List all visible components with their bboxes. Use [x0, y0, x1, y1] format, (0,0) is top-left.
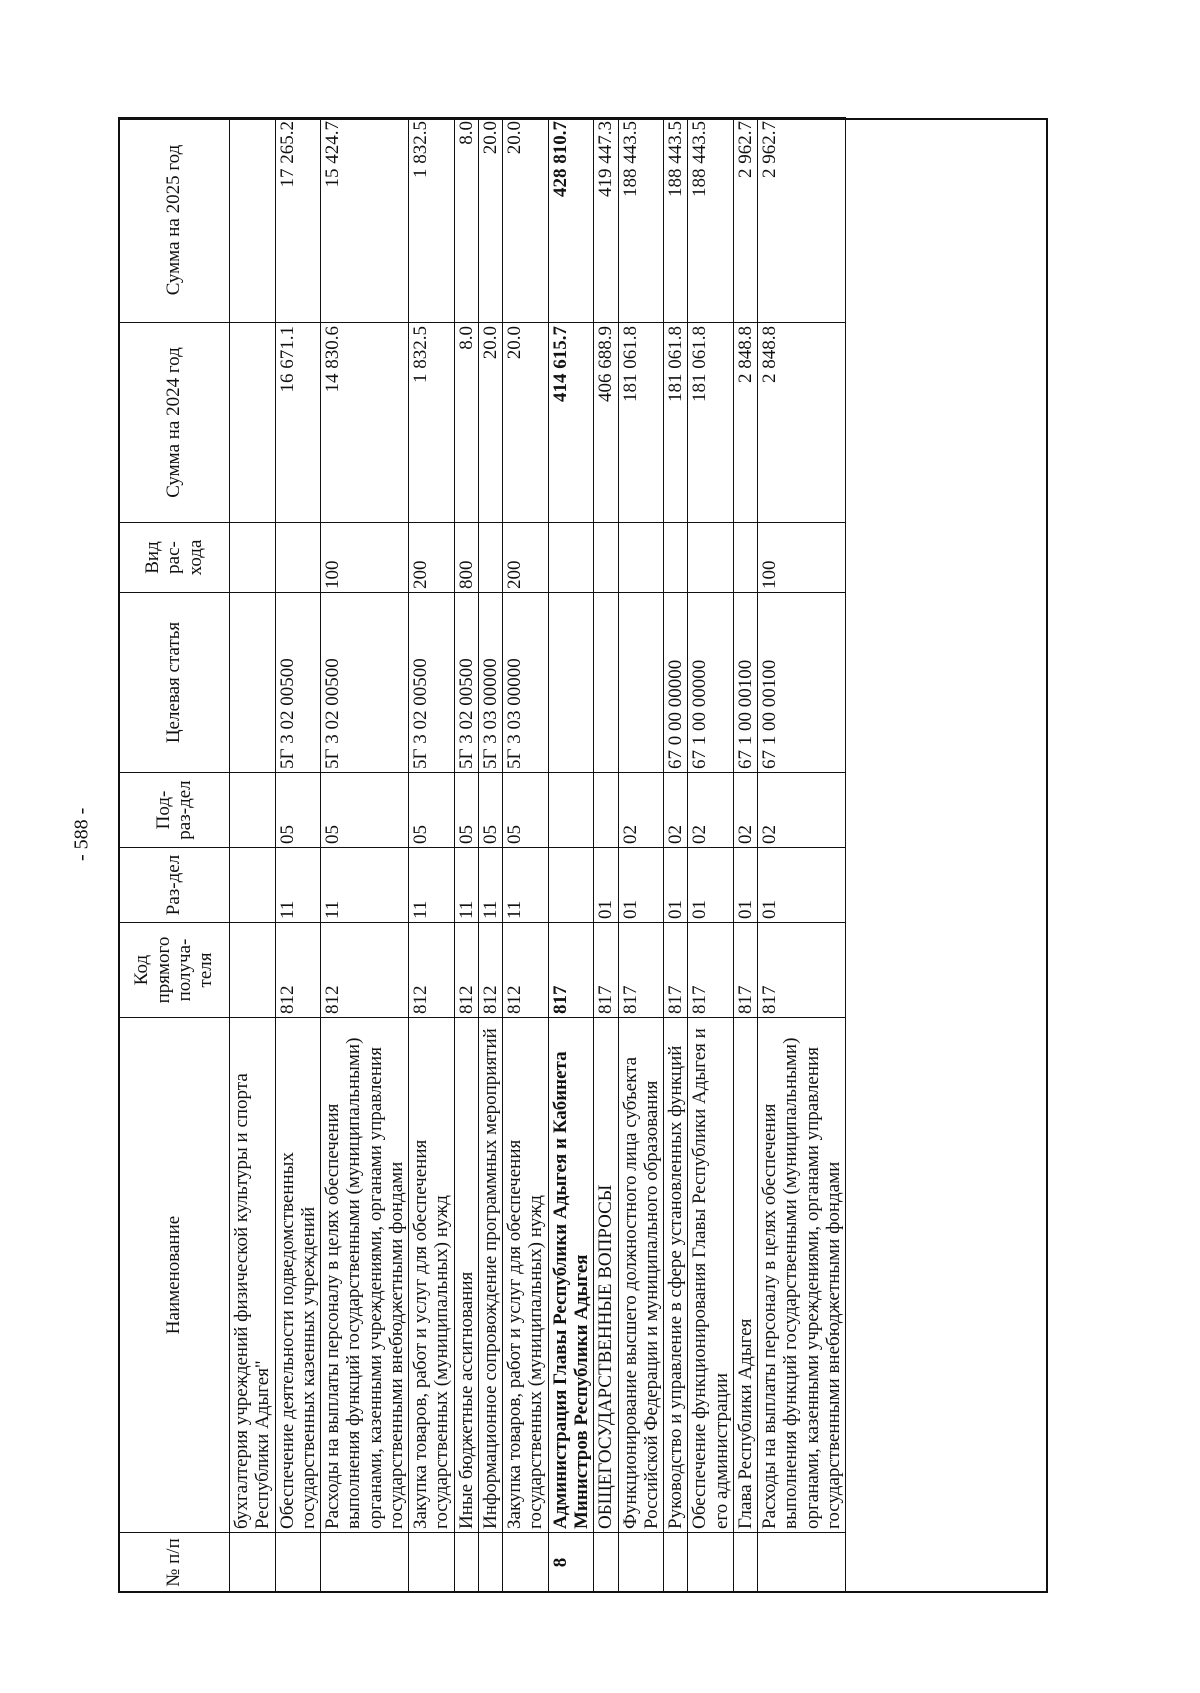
- header-sum2025: Сумма на 2025 год: [119, 118, 230, 323]
- cell-article: 67 0 00 00000: [664, 593, 688, 773]
- cell-sum2025: 188 443.5: [618, 118, 664, 323]
- cell-num: [230, 1533, 276, 1593]
- cell-subsection: 05: [478, 773, 502, 848]
- cell-code: 812: [503, 923, 549, 1018]
- cell-code: 817: [548, 923, 594, 1018]
- table-row: [758, 118, 846, 1593]
- cell-section: 11: [478, 848, 502, 923]
- header-subsection: Под-раз-дел: [119, 773, 230, 848]
- cell-name: Обеспечение функционирования Главы Республики Адыгея и его администрации: [688, 1018, 734, 1533]
- table-row: [664, 118, 688, 1593]
- cell-num: [478, 1533, 502, 1593]
- cell-section: 01: [758, 848, 846, 923]
- cell-num: [503, 1533, 549, 1593]
- cell-section: 11: [454, 848, 478, 923]
- header-article: Целевая статья: [119, 593, 230, 773]
- cell-section: 01: [594, 848, 618, 923]
- table-row: [454, 118, 478, 1593]
- cell-article: [618, 593, 664, 773]
- table-row: [618, 118, 664, 1593]
- cell-name: Обеспечение деятельности подведомственных государственных казенных учреждений: [275, 1018, 321, 1533]
- cell-expense: 100: [758, 523, 846, 593]
- cell-subsection: 05: [275, 773, 321, 848]
- table-row: [548, 118, 594, 1593]
- cell-sum2024: [230, 323, 276, 523]
- cell-subsection: 02: [664, 773, 688, 848]
- cell-name: Расходы на выплаты персоналу в целях обеспечения выполнения функций государственными (муниципальными) органами, казенными учреждениями, органами управления государственными внебюджетными фондами: [321, 1018, 409, 1533]
- cell-num: [664, 1533, 688, 1593]
- cell-num: [409, 1533, 455, 1593]
- cell-subsection: 05: [409, 773, 455, 848]
- cell-code: 812: [275, 923, 321, 1018]
- cell-article: 67 1 00 00000: [688, 593, 734, 773]
- cell-expense: [548, 523, 594, 593]
- cell-name: ОБЩЕГОСУДАРСТВЕННЫЕ ВОПРОСЫ: [594, 1018, 618, 1533]
- cell-sum2024: 20.0: [503, 323, 549, 523]
- cell-expense: 800: [454, 523, 478, 593]
- budget-table-rotated: [118, 118, 1048, 1593]
- cell-section: 11: [409, 848, 455, 923]
- table-row: [688, 118, 734, 1593]
- table-row: [275, 118, 321, 1593]
- cell-expense: 200: [409, 523, 455, 593]
- header-row: [119, 118, 230, 1593]
- cell-subsection: 05: [454, 773, 478, 848]
- cell-section: 01: [688, 848, 734, 923]
- cell-code: 812: [454, 923, 478, 1018]
- cell-sum2024: 1 832.5: [409, 323, 455, 523]
- cell-expense: [594, 523, 618, 593]
- cell-sum2025: 188 443.5: [664, 118, 688, 323]
- cell-expense: 100: [321, 523, 409, 593]
- page-number: - 588 -: [70, 807, 93, 861]
- cell-subsection: 02: [618, 773, 664, 848]
- cell-section: 01: [664, 848, 688, 923]
- cell-expense: [230, 523, 276, 593]
- cell-sum2025: 2 962.7: [758, 118, 846, 323]
- cell-sum2024: 406 688.9: [594, 323, 618, 523]
- cell-subsection: [548, 773, 594, 848]
- cell-num: [594, 1533, 618, 1593]
- cell-section: 11: [321, 848, 409, 923]
- cell-article: 67 1 00 00100: [733, 593, 757, 773]
- cell-subsection: 05: [321, 773, 409, 848]
- cell-article: 5Г 3 03 00000: [478, 593, 502, 773]
- cell-code: 817: [733, 923, 757, 1018]
- cell-name: Иные бюджетные ассигнования: [454, 1018, 478, 1533]
- cell-code: 817: [664, 923, 688, 1018]
- cell-expense: 200: [503, 523, 549, 593]
- cell-sum2025: 17 265.2: [275, 118, 321, 323]
- cell-sum2024: 14 830.6: [321, 323, 409, 523]
- cell-expense: [618, 523, 664, 593]
- cell-num: [454, 1533, 478, 1593]
- cell-sum2025: 8.0: [454, 118, 478, 323]
- cell-name: Администрация Главы Республики Адыгея и Кабинета Министров Республики Адыгея: [548, 1018, 594, 1533]
- cell-sum2024: 8.0: [454, 323, 478, 523]
- cell-sum2025: 428 810.7: [548, 118, 594, 323]
- cell-expense: [275, 523, 321, 593]
- cell-num: [275, 1533, 321, 1593]
- header-num: № п/п: [119, 1533, 230, 1593]
- cell-num: [733, 1533, 757, 1593]
- cell-article: 5Г 3 02 00500: [321, 593, 409, 773]
- cell-sum2025: 1 832.5: [409, 118, 455, 323]
- cell-sum2025: 2 962.7: [733, 118, 757, 323]
- table-row: [230, 118, 276, 1593]
- cell-expense: [733, 523, 757, 593]
- cell-article: 5Г 3 03 00000: [503, 593, 549, 773]
- cell-sum2024: 181 061.8: [664, 323, 688, 523]
- cell-subsection: [594, 773, 618, 848]
- cell-num: [758, 1533, 846, 1593]
- cell-article: 5Г 3 02 00500: [409, 593, 455, 773]
- cell-section: 11: [275, 848, 321, 923]
- cell-subsection: 02: [688, 773, 734, 848]
- cell-section: [230, 848, 276, 923]
- cell-sum2024: 20.0: [478, 323, 502, 523]
- cell-article: 67 1 00 00100: [758, 593, 846, 773]
- table-row: [503, 118, 549, 1593]
- cell-code: 817: [758, 923, 846, 1018]
- cell-code: 812: [321, 923, 409, 1018]
- cell-name: Расходы на выплаты персоналу в целях обеспечения выполнения функций государственными (муниципальными) органами, казенными учреждениями, органами управления государственными внебюджетными фондами: [758, 1018, 846, 1533]
- cell-sum2025: [230, 118, 276, 323]
- cell-sum2025: 20.0: [478, 118, 502, 323]
- cell-num: [321, 1533, 409, 1593]
- cell-sum2025: 15 424.7: [321, 118, 409, 323]
- cell-name: Глава Республики Адыгея: [733, 1018, 757, 1533]
- cell-code: 812: [409, 923, 455, 1018]
- cell-name: бухгалтерия учреждений физической культуры и спорта Республики Адыгея": [230, 1018, 276, 1533]
- cell-sum2025: 20.0: [503, 118, 549, 323]
- table-row: [321, 118, 409, 1593]
- cell-subsection: [230, 773, 276, 848]
- cell-section: [548, 848, 594, 923]
- cell-sum2024: 181 061.8: [688, 323, 734, 523]
- cell-sum2024: 2 848.8: [758, 323, 846, 523]
- cell-num: [618, 1533, 664, 1593]
- cell-code: [230, 923, 276, 1018]
- table-row: [478, 118, 502, 1593]
- cell-section: 11: [503, 848, 549, 923]
- cell-article: 5Г 3 02 00500: [275, 593, 321, 773]
- header-section: Раз-дел: [119, 848, 230, 923]
- cell-name: Закупка товаров, работ и услуг для обеспечения государственных (муниципальных) нужд: [503, 1018, 549, 1533]
- cell-article: 5Г 3 02 00500: [454, 593, 478, 773]
- cell-sum2024: 2 848.8: [733, 323, 757, 523]
- cell-name: Руководство и управление в сфере установленных функций: [664, 1018, 688, 1533]
- cell-expense: [478, 523, 502, 593]
- cell-name: Функционирование высшего должностного лица субъекта Российской Федерации и муниципального образования: [618, 1018, 664, 1533]
- header-name: Наименование: [119, 1018, 230, 1533]
- cell-subsection: 02: [758, 773, 846, 848]
- table-row: [594, 118, 618, 1593]
- cell-sum2025: 188 443.5: [688, 118, 734, 323]
- cell-expense: [664, 523, 688, 593]
- header-code: Код прямого получа-теля: [119, 923, 230, 1018]
- cell-code: 817: [688, 923, 734, 1018]
- cell-num: 8: [548, 1533, 594, 1593]
- cell-name: Закупка товаров, работ и услуг для обеспечения государственных (муниципальных) нужд: [409, 1018, 455, 1533]
- cell-subsection: 02: [733, 773, 757, 848]
- table-body: [230, 118, 846, 1593]
- cell-num: [688, 1533, 734, 1593]
- cell-sum2025: 419 447.3: [594, 118, 618, 323]
- cell-name: Информационное сопровождение программных мероприятий: [478, 1018, 502, 1533]
- cell-expense: [688, 523, 734, 593]
- cell-article: [230, 593, 276, 773]
- cell-sum2024: 181 061.8: [618, 323, 664, 523]
- cell-code: 817: [618, 923, 664, 1018]
- header-sum2024: Сумма на 2024 год: [119, 323, 230, 523]
- cell-section: 01: [618, 848, 664, 923]
- cell-article: [594, 593, 618, 773]
- table-row: [733, 118, 757, 1593]
- header-expense: Вид рас-хода: [119, 523, 230, 593]
- table-row: [409, 118, 455, 1593]
- cell-sum2024: 16 671.1: [275, 323, 321, 523]
- cell-article: [548, 593, 594, 773]
- cell-code: 812: [478, 923, 502, 1018]
- cell-code: 817: [594, 923, 618, 1018]
- budget-table: [118, 117, 846, 1593]
- cell-sum2024: 414 615.7: [548, 323, 594, 523]
- cell-subsection: 05: [503, 773, 549, 848]
- cell-section: 01: [733, 848, 757, 923]
